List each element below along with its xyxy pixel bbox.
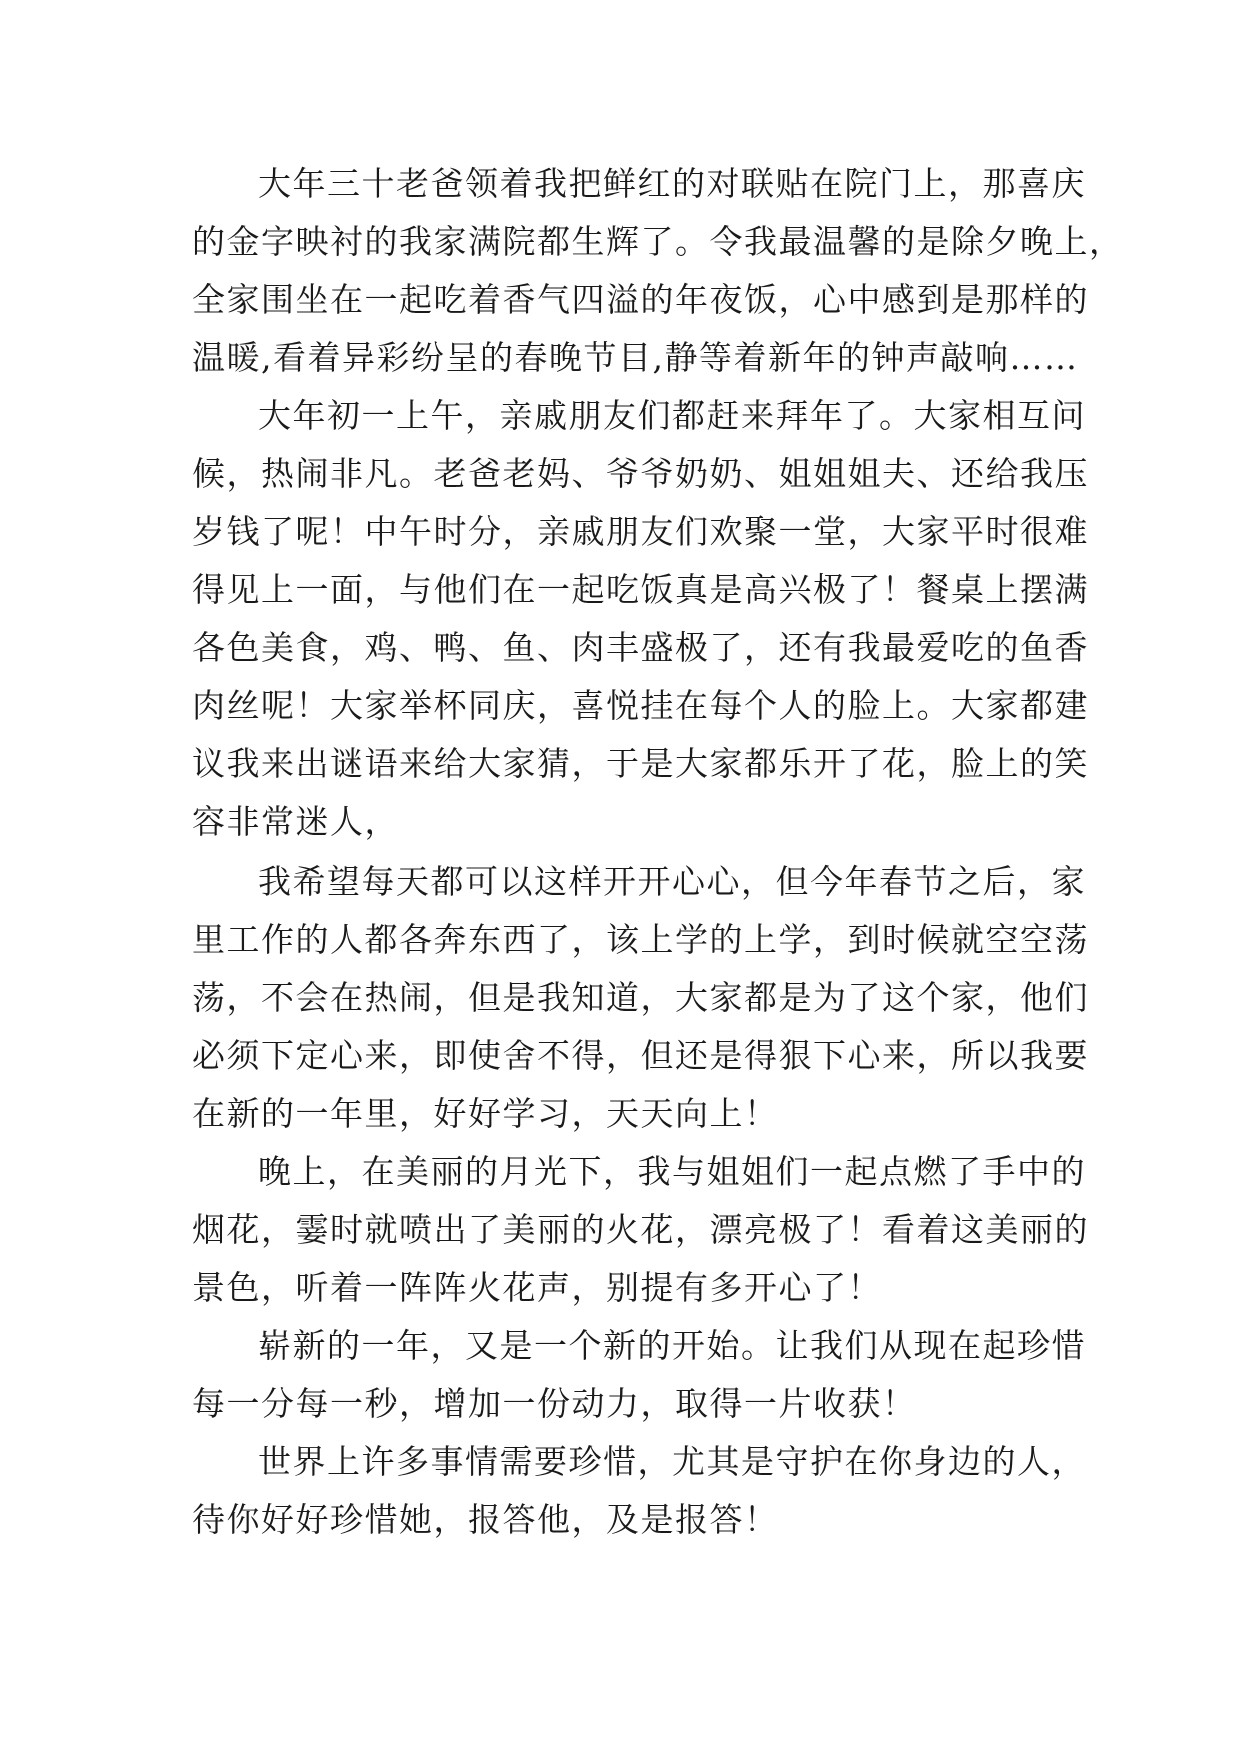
paragraph-1-line-4: 温暖,看着异彩纷呈的春晚节目,静等着新年的钟声敲响…… [192, 338, 1079, 377]
paragraph-2-line-8: 容非常迷人， [192, 802, 399, 841]
paragraph-4-line-1: 晚上，在美丽的月光下，我与姐姐们一起点燃了手中的 [258, 1152, 1086, 1191]
paragraph-2-line-1: 大年初一上午，亲戚朋友们都赶来拜年了。大家相互问 [258, 396, 1086, 435]
paragraph-3-line-5: 在新的一年里，好好学习，天天向上！ [192, 1094, 779, 1133]
paragraph-1-line-1: 大年三十老爸领着我把鲜红的对联贴在院门上，那喜庆 [258, 164, 1086, 203]
paragraph-1-line-3: 全家围坐在一起吃着香气四溢的年夜饭，心中感到是那样的 [192, 280, 1089, 319]
paragraph-1-line-2: 的金字映衬的我家满院都生辉了。令我最温馨的是除夕晚上， [192, 222, 1124, 261]
paragraph-3-line-4: 必须下定心来，即使舍不得，但还是得狠下心来，所以我要 [192, 1036, 1089, 1075]
paragraph-4-line-2: 烟花，霎时就喷出了美丽的火花，漂亮极了！看着这美丽的 [192, 1210, 1089, 1249]
paragraph-2-line-6: 肉丝呢！大家举杯同庆，喜悦挂在每个人的脸上。大家都建 [192, 686, 1089, 725]
paragraph-3-line-2: 里工作的人都各奔东西了，该上学的上学，到时候就空空荡 [192, 920, 1089, 959]
paragraph-2-line-3: 岁钱了呢！中午时分，亲戚朋友们欢聚一堂，大家平时很难 [192, 512, 1089, 551]
paragraph-2-line-7: 议我来出谜语来给大家猜，于是大家都乐开了花，脸上的笑 [192, 744, 1089, 783]
paragraph-5-line-1: 崭新的一年，又是一个新的开始。让我们从现在起珍惜 [258, 1326, 1086, 1365]
paragraph-6-line-1: 世界上许多事情需要珍惜，尤其是守护在你身边的人， [258, 1442, 1086, 1481]
paragraph-2-line-5: 各色美食，鸡、鸭、鱼、肉丰盛极了，还有我最爱吃的鱼香 [192, 628, 1089, 667]
paragraph-4-line-3: 景色，听着一阵阵火花声，别提有多开心了！ [192, 1268, 882, 1307]
paragraph-3-line-3: 荡，不会在热闹，但是我知道，大家都是为了这个家，他们 [192, 978, 1089, 1017]
paragraph-6-line-2: 待你好好珍惜她，报答他，及是报答！ [192, 1500, 779, 1539]
paragraph-5-line-2: 每一分每一秒，增加一份动力，取得一片收获！ [192, 1384, 917, 1423]
paragraph-2-line-2: 候，热闹非凡。老爸老妈、爷爷奶奶、姐姐姐夫、还给我压 [192, 454, 1089, 493]
paragraph-3-line-1: 我希望每天都可以这样开开心心，但今年春节之后，家 [258, 862, 1086, 901]
paragraph-2-line-4: 得见上一面，与他们在一起吃饭真是高兴极了！餐桌上摆满 [192, 570, 1089, 609]
